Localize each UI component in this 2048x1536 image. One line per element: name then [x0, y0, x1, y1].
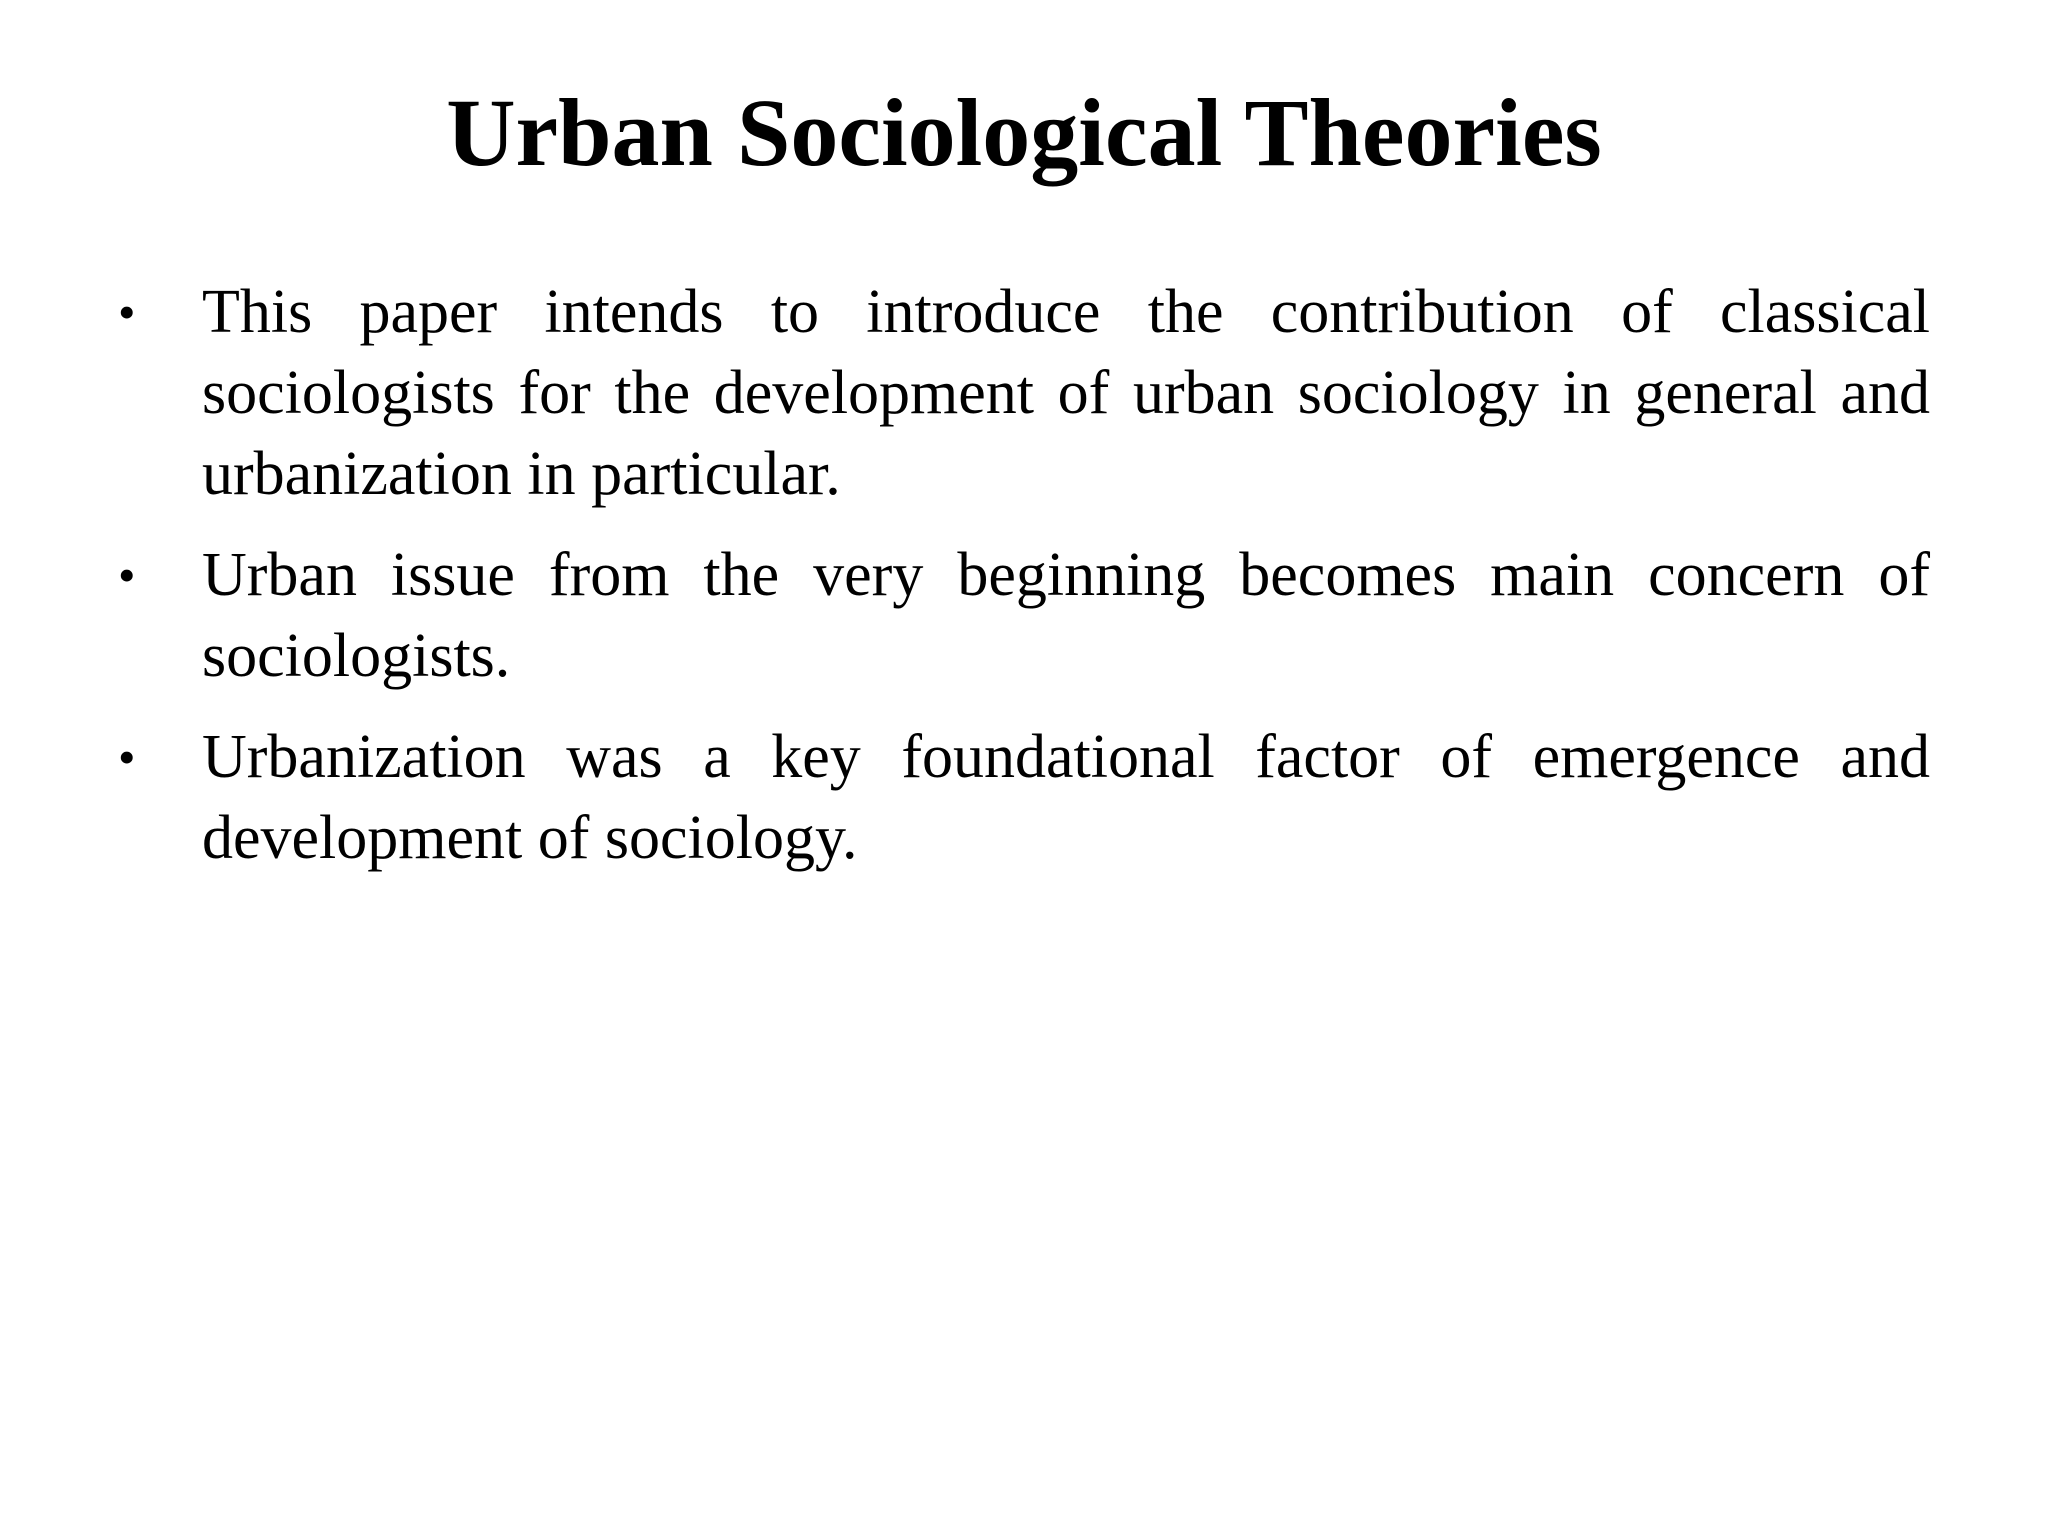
bullet-list — [118, 272, 1930, 899]
slide-title: Urban Sociological Theories — [446, 79, 1602, 186]
bullet-icon: • — [118, 729, 136, 785]
bullet-icon: • — [118, 284, 136, 340]
bullet-item-2 — [118, 535, 1930, 697]
bullet-item-1 — [118, 272, 1930, 515]
bullet-text-2: Urban issue from the very beginning becomes main concern of sociologists. — [202, 541, 1930, 690]
bullet-text-3: Urbanization was a key foundational factor of emergence and development of sociology. — [202, 723, 1930, 872]
bullet-item-3 — [118, 717, 1930, 879]
bullet-text-1: This paper intends to introduce the contribution of classical sociologists for the development of urban sociology in general and urbanization in particular. — [202, 278, 1930, 508]
bullet-icon: • — [118, 547, 136, 603]
